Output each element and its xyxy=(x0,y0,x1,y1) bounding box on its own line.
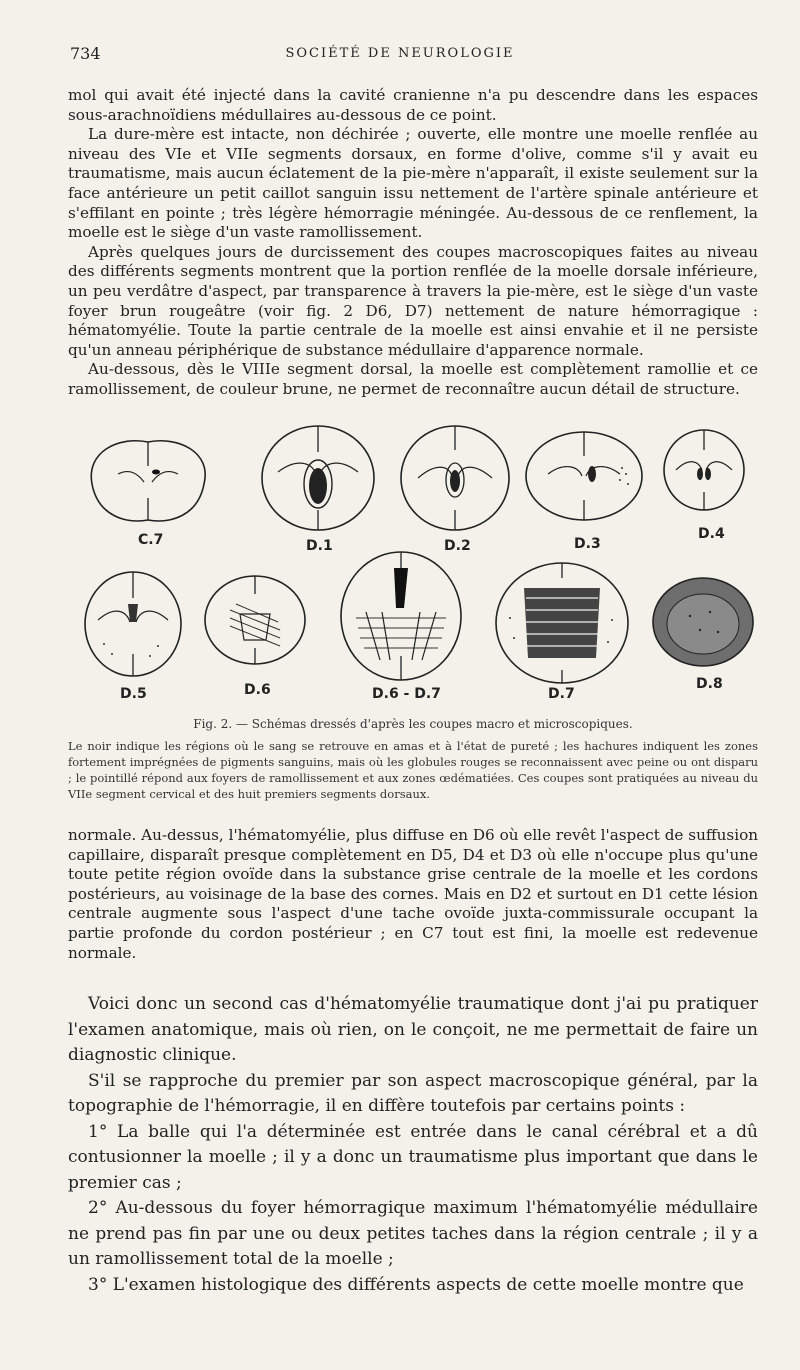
section-d1-drawing xyxy=(256,418,380,536)
body-text-bottom xyxy=(68,992,758,1298)
section-c7-drawing xyxy=(78,424,218,534)
section-label: C.7 xyxy=(138,532,164,548)
body-text-middle xyxy=(68,826,758,963)
paragraph: Après quelques jours de durcissement des coupes macroscopiques faites au niveau des différents segments montrent que la portion renflée de la moelle dorsale inférieure, un peu verdâtre d'aspect, par transparence à travers la pie-mère, est le siège d'un vaste foyer brun rougeâtre (voir fig. 2 D6, D7) nettement de nature hémorragique : hématomyélie. Toute la partie centrale de la moelle est ainsi envahie et il ne persiste qu'un anneau périphérique de substance médullaire d'apparence normale. xyxy=(68,242,758,359)
caption-title: Fig. 2. — Schémas dressés d'après les coupes macro et microscopiques. xyxy=(193,717,633,731)
paragraph: 1° La balle qui l'a déterminée est entrée dans le canal cérébral et a dû contusionner la moelle ; il y a donc un traumatisme plus important que dans le premier cas ; xyxy=(68,1121,758,1193)
section-label: D.5 xyxy=(120,686,147,702)
section-label: D.2 xyxy=(444,538,471,554)
paragraph: mol qui avait été injecté dans la cavité cranienne n'a pu descendre dans les espaces sous-arachnoïdiens médullaires au-dessous de ce point. xyxy=(68,86,758,124)
body-text-top xyxy=(68,86,758,400)
section-d3-drawing xyxy=(522,428,646,524)
section-d5-drawing xyxy=(78,564,188,682)
figure-2 xyxy=(70,418,750,718)
section-label: D.3 xyxy=(574,536,601,552)
section-d2-drawing xyxy=(396,420,514,536)
section-label: D.8 xyxy=(696,676,723,692)
section-label: D.6 - D.7 xyxy=(372,686,441,702)
page-header xyxy=(70,44,730,66)
section-d8-drawing xyxy=(650,572,756,672)
paragraph: 2° Au-dessous du foyer hémorragique maximum l'hématomyélie médullaire ne prend pas fin par une ou deux petites taches dans la région centrale ; il y a un ramollissement total de la moelle ; xyxy=(68,1198,758,1269)
section-label: D.1 xyxy=(306,538,333,554)
paragraph: S'il se rapproche du premier par son aspect macroscopique général, par la topographie de l'hémorragie, il en diffère toutefois par certains points : xyxy=(68,1070,758,1116)
section-label: D.6 xyxy=(244,682,271,698)
section-d7-drawing xyxy=(490,558,634,688)
page-number: 734 xyxy=(70,44,101,63)
paragraph: normale. Au-dessus, l'hématomyélie, plus diffuse en D6 où elle revêt l'aspect de suffusion capillaire, disparaît presque complètement en D5, D4 et D3 où elle n'occupe plus qu'une toute petite région ovoïde dans la substance grise centrale de la moelle et les cordons postérieurs, au voisinage de la base des cornes. Mais en D2 et surtout en D1 cette lésion centrale augmente sous l'aspect d'une tache ovoïde juxta-commissurale occupant la partie profonde du cordon postérieur ; en C7 tout est fini, la moelle est redevenue normale. xyxy=(68,826,758,962)
figure-caption xyxy=(68,716,758,802)
running-title: SOCIÉTÉ DE NEUROLOGIE xyxy=(285,46,515,61)
paragraph: Au-dessous, dès le VIIIe segment dorsal, la moelle est complètement ramollie et ce ramollissement, de couleur brune, ne permet de reconnaître aucun détail de structure. xyxy=(68,360,758,398)
section-label: D.7 xyxy=(548,686,575,702)
section-d6-d7-drawing xyxy=(336,548,466,684)
section-d6-drawing xyxy=(200,570,310,670)
section-label: D.4 xyxy=(698,526,725,542)
paragraph: Voici donc un second cas d'hématomyélie traumatique dont j'ai pu pratiquer l'examen anatomique, mais où rien, on le conçoit, ne me permettait de faire un diagnostic clinique. xyxy=(68,994,758,1065)
paragraph: 3° L'examen histologique des différents aspects de cette moelle montre que xyxy=(88,1274,744,1295)
paragraph: La dure-mère est intacte, non déchirée ; ouverte, elle montre une moelle renflée au niveau des VIe et VIIe segments dorsaux, en forme d'olive, comme s'il y avait eu traumatisme, mais aucun éclatement de la pie-mère n'apparaît, il existe seulement sur la face antérieure un petit caillot sanguin issu nettement de l'artère spinale antérieure et s'effilant en pointe ; très légère hémorragie méningée. Au-dessous de ce renflement, la moelle est le siège d'un vaste ramollissement. xyxy=(68,125,758,242)
caption-legend: Le noir indique les régions où le sang se retrouve en amas et à l'état de pureté ; les hachures indiquent les zones fortement imprégnées de pigments sanguins, mais où les globules rouges se reconnaissent avec peine ou ont disparu ; le pointillé répond aux foyers de ramollissement et aux zones œdématiées. Ces coupes sont pratiquées au niveau du VIIe segment cervical et des huit premiers segments dorsaux. xyxy=(68,739,758,801)
section-d4-drawing xyxy=(660,426,748,514)
